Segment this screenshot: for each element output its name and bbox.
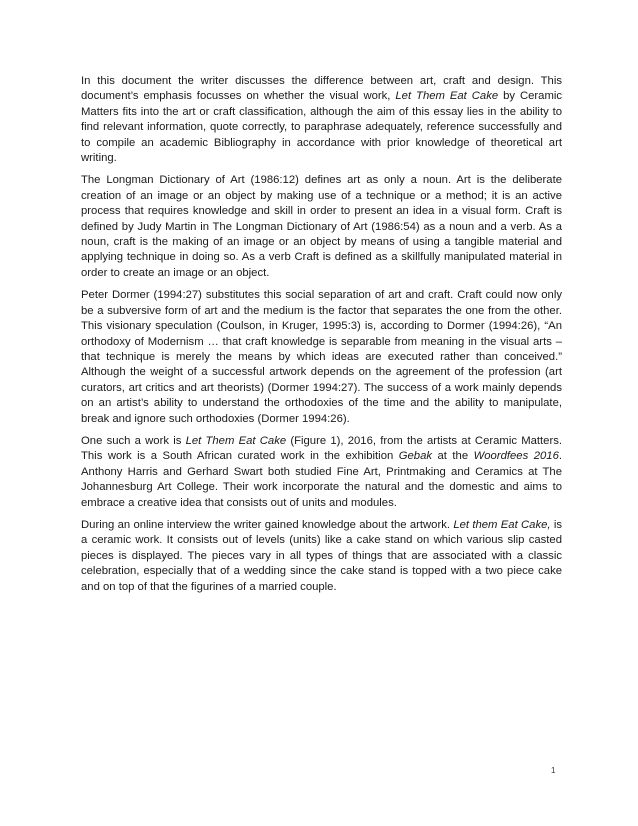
exhibition-title: Gebak [398, 450, 433, 463]
paragraph-text: by Ceramic Matters fits into the art or craft classification, although the aim of this essay lies in the ability to find relevant information, quote correctly, to paraphrase adequately, reference successfully and to compile an academic Bibliography in accordance with prior knowledge of theoretical art writing. [81, 90, 563, 165]
paragraph-text: During an online interview the writer gained knowledge about the artwork. [81, 518, 454, 531]
paragraph-text: In this document the writer discusses the difference between art, craft and design. This document’s emphasis focusses on whether the visual work, [81, 75, 562, 103]
paragraph-text: Peter Dormer (1994:27) substitutes this social separation of art and craft. Craft could now only be a subversive form of art and the medium is the factor that separates the one from the other. This visionary speculation (Coulson, in Kruger, 1995:3) is, according to Dormer (1994:26), “An orthodoxy of Modernism … that craft knowledge is separable from meaning in the visual arts – that technique is merely the means by which ideas are executed rather than conceived.” Although the weight of a successful artwork depends on the agreement of the profession (art curators, art critics and art theorists) (Dormer 1994:27). The success of a work mainly depends on an artist’s ability to understand the orthodoxies of the time and the ability to manipulate, break and ignore such orthodoxies (Dormer 1994:26). [81, 289, 562, 425]
page-number: 1 [551, 766, 556, 775]
paragraph-intro [81, 74, 562, 166]
paragraph-text: The Longman Dictionary of Art (1986:12) defines art as only a noun. Art is the deliberate creation of an image or an object by making use of a technique or a method; it is an active process that requires knowledge and skill in order to present an idea in a visual form. Craft is defined by Judy Martin in The Longman Dictionary of Art (1986:54) as a noun and a verb. As a noun, craft is the making of an image or an object by means of using a tangible material and applying technique in doing so. As a verb Craft is defined as a skillfully manipulated material in order to create an image or an object. [81, 174, 562, 279]
paragraph-definitions [81, 173, 562, 281]
paragraph-text: is a ceramic work. It consists out of levels (units) like a cake stand on which various slip casted pieces is displayed. The pieces vary in all types of things that are associated with a classic celebration, especially that of a wedding since the cake stand is topped with a two piece cake and on top of that the figurines of a married couple. [81, 518, 562, 593]
paragraph-dormer [81, 288, 562, 427]
document-body [81, 74, 562, 602]
paragraph-artwork [81, 434, 562, 511]
paragraph-text: One such a work is [81, 434, 186, 447]
paragraph-text: at the [432, 450, 474, 463]
artwork-title: Let Them Eat Cake [185, 434, 287, 447]
paragraph-text: . Anthony Harris and Gerhard Swart both studied Fine Art, Printmaking and Ceramics at The Johannesburg Art College. Their work incorporate the natural and the domestic and aims to embrace a creative idea that consists out of units and modules. [81, 450, 562, 509]
artwork-title: Let Them Eat Cake [395, 90, 499, 103]
paragraph-interview [81, 518, 562, 595]
paragraph-text: (Figure 1), 2016, from the artists at Ceramic Matters. This work is a South African curated work in the exhibition [81, 434, 562, 463]
artwork-title: Let them Eat Cake, [453, 518, 551, 531]
festival-title: Woordfees 2016 [473, 450, 559, 463]
